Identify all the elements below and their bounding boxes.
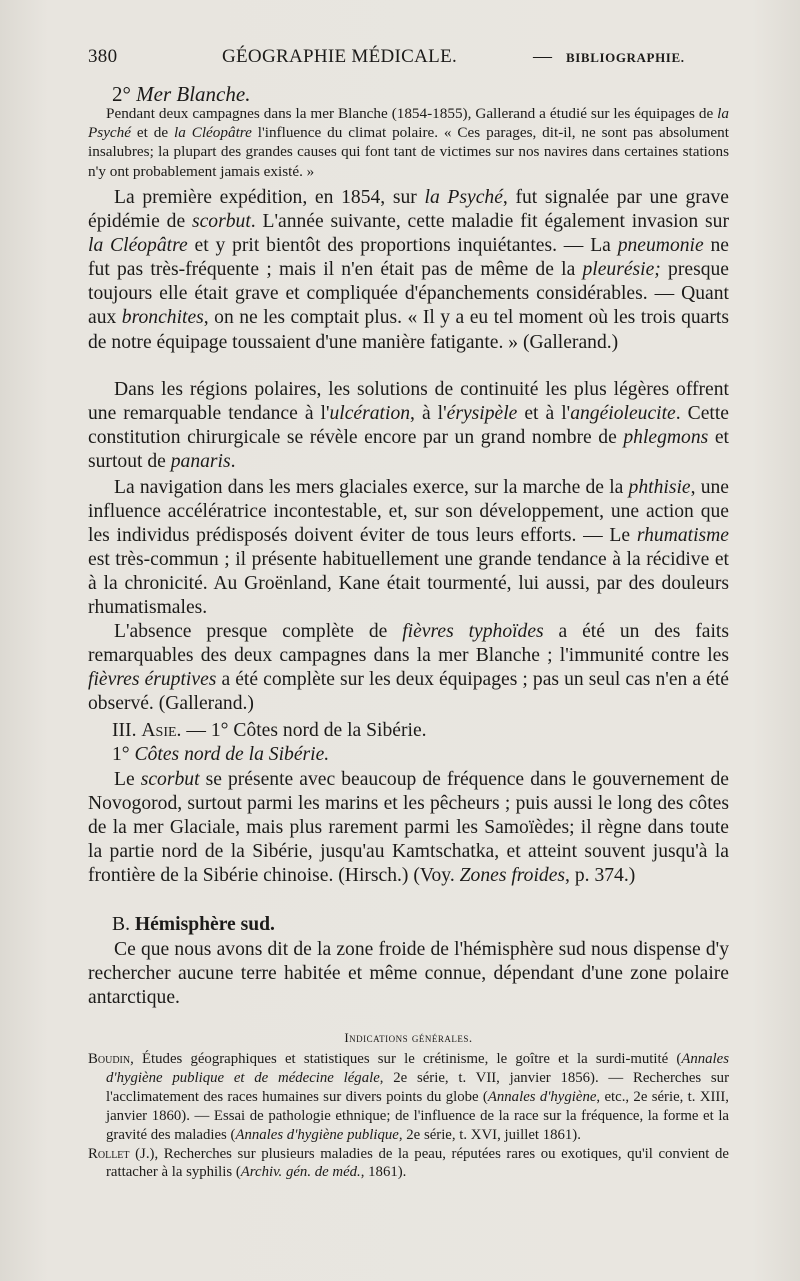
subsection-heading-siberie: 1° Côtes nord de la Sibérie. <box>112 744 330 765</box>
body-paragraph-2: Dans les régions polaires, les solutions de continuité les plus légères offrent une remarquable tendance à l'ulcération, à l'érysipèle et à l'angéioleucite. Cette constitution chirurgicale se révèle encore par un grand nombre de phlegmons et surtout de panaris. <box>88 379 729 473</box>
indications-heading: Indications générales. <box>344 1030 473 1045</box>
header-dash: — <box>533 46 553 67</box>
bibliography-entry: Boudin, Études géographiques et statistiques sur le crétinisme, le goître et la surdi-mutité (Annales d'hygiène publique et de médecine légale, 2e série, t. VII, janvier 1856). — Recherches sur l'acclimatement des races humaines sur divers points du globe (Annales d'hygiène, etc., 2e série, t. XIII, janvier 1860). — Essai de pathologie ethnique; de l'influence de la race sur la fréquence, la forme et la gravité des maladies (Annales d'hygiène publique, 2e série, t. XVI, juillet 1861). <box>88 1051 729 1143</box>
body-paragraph-5: Le scorbut se présente avec beaucoup de fréquence dans le gouvernement de Novogorod, surtout parmi les marins et les pêcheurs ; puis aussi le long des côtes de la mer Glaciale, mais plus rarement parmi les Samoïèdes; il règne dans toute la partie nord de la Sibérie, jusqu'au Kamtschatka, et atteint souvent jusqu'à la frontière de la Sibérie chinoise. (Hirsch.) (Voy. Zones froides, p. 374.) <box>88 769 729 887</box>
body-paragraph-3: La navigation dans les mers glaciales exerce, sur la marche de la phthisie, une influence accélératrice incontestable, et, sur son développement, une action que les individus prédisposés doivent éviter de tous leurs efforts. — Le rhumatisme est très-commun ; il présente habituellement une grande tendance à la récidive et à la chronicité. Au Groënland, Kane était tourmenté, lui aussi, par des douleurs rhumatismales. <box>88 477 729 619</box>
bibliography-entry: Rollet (J.), Recherches sur plusieurs maladies de la peau, réputées rares ou exotiques, qu'il convient de rattacher à la syphilis (Archiv. gén. de méd., 1861). <box>88 1145 729 1181</box>
section-title: Mer Blanche. <box>136 82 251 106</box>
body-paragraph-1: La première expédition, en 1854, sur la Psyché, fut signalée par une grave épidémie de scorbut. L'année suivante, cette maladie fit également invasion sur la Cléopâtre et y prit bientôt des proportions inquiétantes. — La pneumonie ne fut pas très-fréquente ; mais il n'en était pas de même de la pleurésie; presque toujours elle était grave et compliquée d'épanchements considérables. — Quant aux bronchites, on ne les comptait plus. « Il y a eu tel moment où les trois quarts de notre équipage toussaient d'une manière fatigante. » (Gallerand.) <box>88 187 729 353</box>
section-heading-hemisphere-sud: B. Hémisphère sud. <box>112 914 275 935</box>
section-number: 2° <box>112 82 131 106</box>
running-section: BIBLIOGRAPHIE. <box>566 50 685 65</box>
section-heading-asie: III. Asie. — 1° Côtes nord de la Sibérie. <box>112 720 427 741</box>
intro-paragraph: Pendant deux campagnes dans la mer Blanche (1854-1855), Gallerand a étudié sur les équipages de la Psyché et de la Cléopâtre l'influence du climat polaire. « Ces parages, dit-il, ne sont pas absolument insalubres; la plupart des grandes causes qui font tant de victimes sur nos navires dans certaines stations n'y ont probablement jamais existé. » <box>88 105 729 180</box>
page-number: 380 <box>88 46 118 67</box>
body-paragraph-4: L'absence presque complète de fièvres typhoïdes a été un des faits remarquables des deux campagnes dans la mer Blanche ; l'immunité contre les fièvres éruptives a été complète sur les deux équipages ; pas un seul cas n'en a été observé. (Gallerand.) <box>88 621 729 715</box>
bibliography-list <box>88 1050 729 1182</box>
body-paragraph-6: Ce que nous avons dit de la zone froide de l'hémisphère sud nous dispense d'y rechercher aucune terre habitée et même connue, dépendant d'une zone polaire antarctique. <box>88 939 729 1009</box>
running-header <box>88 46 728 76</box>
running-title: GÉOGRAPHIE MÉDICALE. <box>222 46 458 67</box>
